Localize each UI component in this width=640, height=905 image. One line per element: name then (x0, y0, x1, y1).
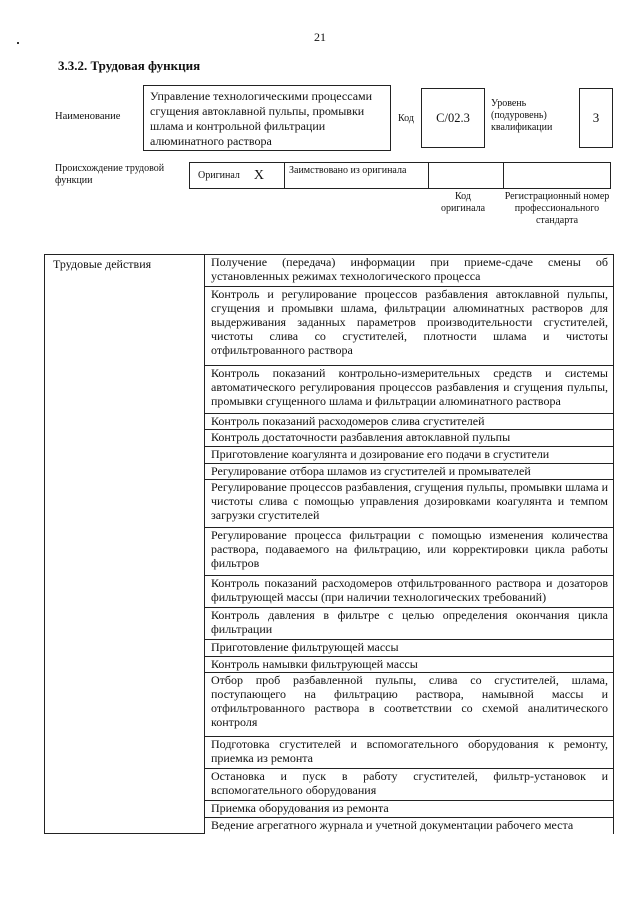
section-title: 3.3.2. Трудовая функция (58, 58, 201, 73)
original-mark: X (253, 167, 265, 183)
code-box (421, 88, 485, 148)
labor-action-item: Остановка и пуск в работу сгустителей, фильтр-установок и вспомогательного оборудования (205, 768, 614, 800)
registration-number-cell (503, 162, 611, 189)
level-value: 3 (592, 110, 600, 125)
table-row (45, 255, 614, 287)
labor-actions-table (44, 254, 614, 834)
level-label: Уровень (подуровень) квалификации (491, 98, 553, 133)
original-cell (189, 162, 285, 189)
labor-action-item: Приготовление фильтрующей массы (205, 640, 614, 657)
labor-action-item: Контроль показаний контрольно-измерительных средств и системы автоматического регулирования процессов разбавления и сгущения пульпы, промывки сгущенного шлама и фильтрации алюминатного раствора (205, 366, 614, 414)
labor-action-item: Контроль достаточности разбавления автоклавной пульпы (205, 430, 614, 447)
labor-action-item: Приготовление коагулянта и дозирование его подачи в сгустители (205, 447, 614, 464)
code-label: Код (398, 113, 414, 124)
registration-number-label: Регистрационный номер профессионального стандарта (504, 191, 610, 226)
labor-action-item: Регулирование процесса фильтрации с помощью изменения количества раствора, подаваемого на фильтрацию, или корректировки цикла работы фильтров (205, 528, 614, 576)
labor-action-item: Отбор проб разбавленной пульпы, слива со сгустителей, шлама, поступающего на фильтрацию раствора, намывной массы и отфильтрованного раствора в соответствии со схемой аналитического контроля (205, 673, 614, 736)
function-name-box (143, 85, 391, 151)
original-code-cell (428, 162, 504, 189)
borrowed-cell (284, 162, 429, 189)
original-label: Оригинал (198, 170, 240, 181)
labor-action-item: Регулирование отбора шламов из сгустителей и промывателей (205, 463, 614, 480)
labor-action-item: Контроль и регулирование процессов разбавления автоклавной пульпы, сгущения и промывки шлама, фильтрации алюминатных растворов для выдерживания заданных параметров производительности сгустителей, чистоты слива со сгустителей, плотности шлама и чистоты отфильтрованного раствора (205, 287, 614, 366)
labor-action-item: Контроль давления в фильтре с целью определения окончания цикла фильтрации (205, 607, 614, 639)
labor-action-item: Получение (передача) информации при приеме-сдаче смены об установленных режимах технологического процесса (205, 255, 614, 287)
labor-action-item: Контроль показаний расходомеров отфильтрованного раствора и дозаторов фильтрующей массы (при наличии технологических требований) (205, 575, 614, 607)
labor-action-item: Ведение агрегатного журнала и учетной документации рабочего места (205, 817, 614, 833)
code-value: C/02.3 (436, 110, 470, 125)
name-label: Наименование (55, 111, 121, 122)
page-number: 21 (314, 30, 326, 44)
labor-actions-label: Трудовые действия (45, 255, 205, 834)
labor-action-item: Подготовка сгустителей и вспомогательного оборудования к ремонту, приемка из ремонта (205, 736, 614, 768)
borrowed-label: Заимствовано из оригинала (289, 165, 407, 176)
scan-speck (17, 42, 19, 44)
level-box (579, 88, 613, 148)
original-code-label: Код оригинала (440, 191, 486, 214)
function-name: Управление технологическими процессами сгущения автоклавной пульпы, промывки шлама и контрольной фильтрации алюминатного раствора (150, 89, 373, 148)
labor-action-item: Контроль намывки фильтрующей массы (205, 656, 614, 673)
labor-action-item: Приемка оборудования из ремонта (205, 801, 614, 818)
labor-action-item: Контроль показаний расходомеров слива сгустителей (205, 413, 614, 430)
labor-action-item: Регулирование процессов разбавления, сгущения пульпы, промывки шлама и чистоты слива с помощью управления дозировками коагулянта и темпом загрузки сгустителей (205, 480, 614, 528)
origin-label: Происхождение трудовой функции (55, 163, 165, 186)
origin-row (189, 162, 613, 189)
